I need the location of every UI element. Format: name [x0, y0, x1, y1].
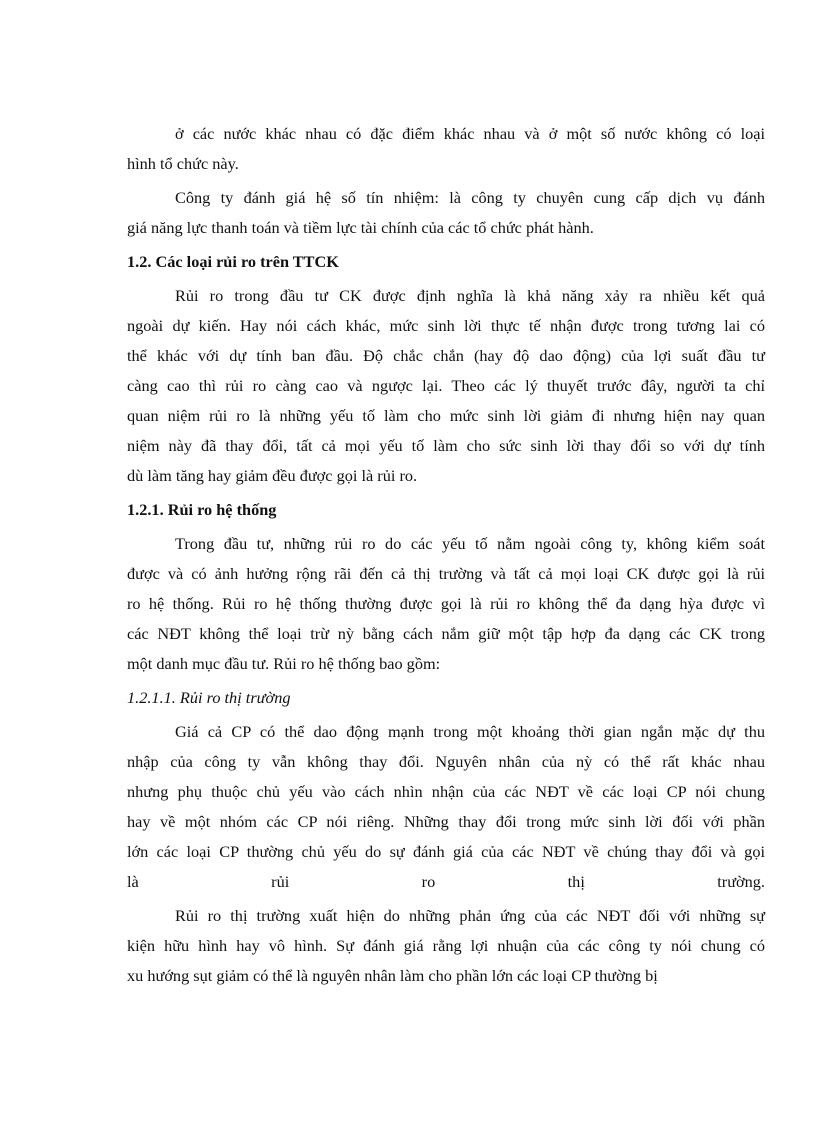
text-line: hay về một nhóm các CP nói riêng. Những thay đổi trong mức sinh lời đối với phần — [127, 812, 765, 831]
text-line: giá năng lực thanh toán và tiềm lực tài chính của các tổ chức phát hành. — [127, 218, 594, 237]
text-line: càng cao thì rủi ro càng cao và ngược lại. Theo các lý thuyết trước đây, người ta chỉ — [127, 376, 765, 395]
text-line: ngoài dự kiến. Hay nói cách khác, mức sinh lời thực tế nhận được trong tương lai có — [127, 316, 765, 335]
section-heading: 1.2. Các loại rủi ro trên TTCK — [127, 252, 339, 271]
text-line: Rủi ro trong đầu tư CK được định nghĩa là khả năng xảy ra nhiều kết quả — [175, 286, 765, 305]
subsection-heading: 1.2.1. Rủi ro hệ thống — [127, 500, 277, 519]
text-line: được và có ảnh hưởng rộng rãi đến cả thị trường và tất cả mọi loại CK được gọi là rủi — [127, 564, 765, 583]
text-line: xu hướng sụt giảm có thể là nguyên nhân làm cho phần lớn các loại CP thường bị — [127, 966, 658, 985]
text-line: dù làm tăng hay giảm đều được gọi là rủi ro. — [127, 466, 418, 485]
subsubsection-heading: 1.2.1.1. Rủi ro thị trường — [127, 688, 291, 707]
text-line: các NĐT không thể loại trừ nỳ bằng cách nắm giữ một tập hợp đa dạng các CK trong — [127, 624, 765, 643]
text-line: Giá cả CP có thể dao động mạnh trong một khoảng thời gian ngắn mặc dự thu — [175, 722, 765, 741]
text-line: thể khác với dự tính ban đầu. Độ chắc chắn (hay độ dao động) của lợi suất đầu tư — [127, 346, 765, 365]
text-line: nhập của công ty vẫn không thay đổi. Nguyên nhân của nỳ có thể rất khác nhau — [127, 752, 765, 771]
text-line: ro hệ thống. Rủi ro hệ thống thường được gọi là rủi ro không thể đa dạng hỳa được vì — [127, 594, 765, 613]
text-line: Rủi ro thị trường xuất hiện do những phản ứng của các NĐT đối với những sự — [175, 906, 765, 925]
text-line: lớn các loại CP thường chủ yếu do sự đánh giá của các NĐT về chúng thay đổi và gọi — [127, 842, 765, 861]
text-line: ở các nước khác nhau có đặc điểm khác nhau và ở một số nước không có loại — [175, 124, 765, 143]
text-line: là rủi ro thị trường. — [127, 872, 765, 891]
text-line: Trong đầu tư, những rủi ro do các yếu tố nằm ngoài công ty, không kiểm soát — [175, 534, 765, 553]
text-line: niệm này đã thay đổi, tất cả mọi yếu tố làm cho sức sinh lời thay đổi so với dự tính — [127, 436, 765, 455]
text-line: hình tổ chức này. — [127, 154, 239, 173]
text-line: quan niệm rủi ro là những yếu tố làm cho mức sinh lời giảm đi nhưng hiện nay quan — [127, 406, 765, 425]
text-line: kiện hữu hình hay vô hình. Sự đánh giá rằng lợi nhuận của các công ty nói chung có — [127, 936, 765, 955]
text-line: một danh mục đầu tư. Rủi ro hệ thống bao gồm: — [127, 654, 441, 673]
text-line: Công ty đánh giá hệ số tín nhiệm: là công ty chuyên cung cấp dịch vụ đánh — [175, 188, 765, 207]
text-line: nhưng phụ thuộc chủ yếu vào cách nhìn nhận của các NĐT về các loại CP nói chung — [127, 782, 765, 801]
